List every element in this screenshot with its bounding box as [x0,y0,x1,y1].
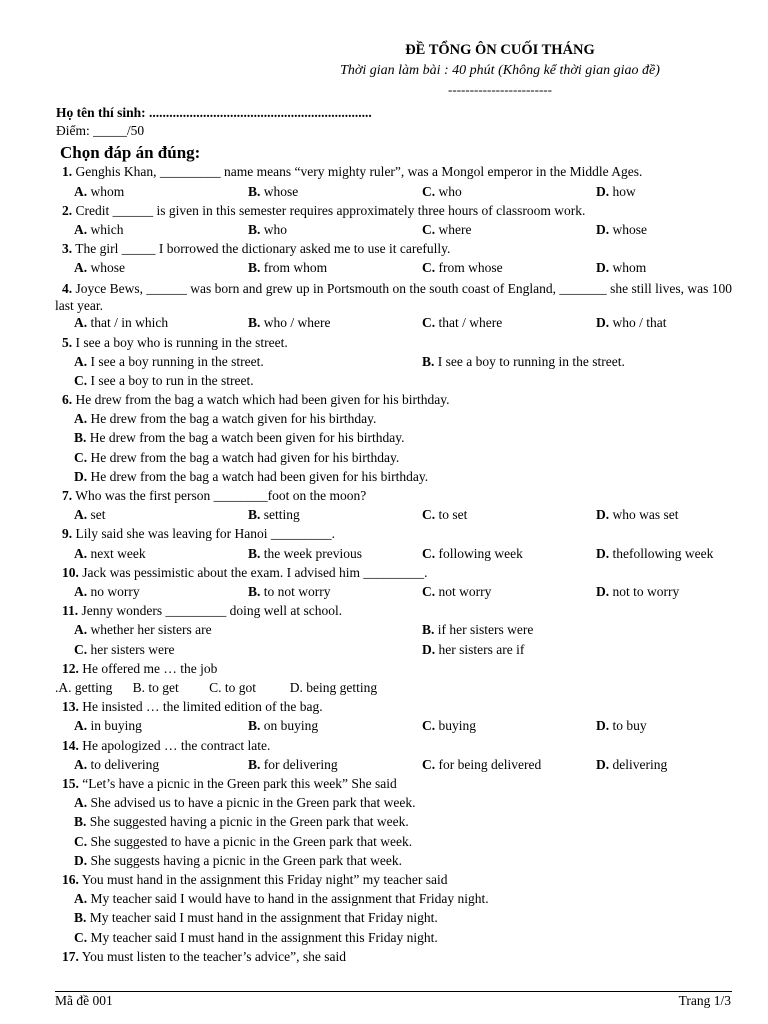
option-letter: D. [74,469,88,484]
option-b [74,910,438,926]
option-d [74,853,402,869]
question-16 [62,872,732,888]
header-divider: ------------------------ [448,82,552,97]
option-b [248,315,331,331]
option-letter: D. [596,584,610,599]
option-text: to buy [609,718,647,733]
option-a [74,718,142,734]
option-c [422,757,541,773]
option-d [596,315,667,331]
option-letter: A. [74,260,88,275]
question-number: 12. [62,661,79,676]
option-text: She suggested to have a picnic in the Green park that week. [87,834,413,849]
option-text: He drew from the bag a watch given for his birthday. [87,411,377,426]
option-text: My teacher said I must hand in the assignment this Friday night. [87,930,438,945]
option-a [74,260,125,276]
option-text: that / in which [87,315,169,330]
option-text: He drew from the bag a watch had given for his birthday. [87,450,400,465]
option-text: no worry [87,584,140,599]
option-letter: A. [74,354,88,369]
option-letter: C. [422,757,436,772]
option-c [74,642,174,658]
option-text: My teacher said I must hand in the assignment that Friday night. [86,910,438,925]
option-text: to set [435,507,468,522]
option-letter: B. [74,910,87,925]
option-d [422,642,524,658]
score-line: Điểm: _____/50 [56,123,145,138]
option-letter: D. [596,260,610,275]
option-text: not worry [435,584,492,599]
option-text: He drew from the bag a watch had been given for his birthday. [87,469,429,484]
option-letter: C. [74,373,88,388]
option-text: not to worry [609,584,680,599]
page-number: Trang 1/3 [678,993,731,1008]
option-letter: D. [596,546,610,561]
option-text: that / where [435,315,503,330]
option-c [422,584,491,600]
question-4 [55,280,732,314]
question-15 [62,776,732,792]
option-text: whose [87,260,125,275]
option-letter: A. [74,546,88,561]
option-text: delivering [609,757,668,772]
student-name-line: Họ tên thí sinh: .................................................................. [56,105,372,120]
option-a [74,584,140,600]
option-b [248,184,298,200]
option-letter: C. [74,834,88,849]
option-d [596,222,647,238]
option-text: her sisters are if [435,642,525,657]
option-letter: B. [248,546,261,561]
option-text: I see a boy running in the street. [87,354,264,369]
option-letter: C. [422,260,436,275]
option-c [422,184,462,200]
question-number: 5. [62,335,73,350]
question-text: He drew from the bag a watch which had been given for his birthday. [72,392,450,407]
question-14 [62,738,732,754]
question-text: “Let’s have a picnic in the Green park this week” She said [78,776,397,791]
option-text: how [609,184,636,199]
question-17 [62,949,732,965]
question-number: 15. [62,776,79,791]
question-number: 11. [62,603,79,618]
option-letter: D. [74,853,88,868]
question-3 [62,241,732,257]
option-b [248,757,338,773]
option-a [74,546,146,562]
option-letter: C. [422,718,436,733]
option-text: setting [260,507,300,522]
option-d [596,718,647,734]
option-text: I see a boy to run in the street. [87,373,254,388]
option-letter: D. [596,222,610,237]
option-letter: A. [74,718,88,733]
option-d [596,546,713,562]
question-text: Jenny wonders _________ doing well at school. [78,603,343,618]
option-letter: D. [596,184,610,199]
option-a [74,757,159,773]
option-b [248,222,287,238]
option-d [596,507,679,523]
footer-divider [55,991,732,992]
option-letter: D. [422,642,436,657]
question-number: 2. [62,203,73,218]
option-c [422,260,503,276]
option-letter: B. [248,315,261,330]
question-number: 16. [62,872,79,887]
question-number: 13. [62,699,79,714]
option-c [422,546,523,562]
option-c [422,222,471,238]
question-text: He offered me … the job [78,661,218,676]
option-letter: C. [422,584,436,599]
question-text: Who was the first person ________foot on the moon? [72,488,367,503]
question-1 [62,164,732,180]
option-text: whom [609,260,647,275]
question-7 [62,488,732,504]
question-number: 7. [62,488,73,503]
option-text: She suggests having a picnic in the Green park that week. [87,853,403,868]
option-text: He drew from the bag a watch been given for his birthday. [86,430,405,445]
exam-title: ĐỀ TỔNG ÔN CUỐI THÁNG [405,42,595,58]
question-10 [62,565,732,581]
option-text: whether her sisters are [87,622,212,637]
option-letter: B. [422,622,435,637]
option-letter: C. [422,184,436,199]
option-d [596,584,679,600]
option-text: if her sisters were [434,622,534,637]
question-11 [62,603,732,619]
question-5 [62,335,732,351]
question-text: Genghis Khan, _________ name means “very mighty ruler”, was a Mongol emperor in the Middle Ages. [72,164,643,179]
exam-code: Mã đề 001 [55,993,113,1008]
option-text: whose [260,184,299,199]
question-number: 10. [62,565,79,580]
option-letter: C. [74,930,88,945]
option-text: to delivering [87,757,160,772]
question-number: 17. [62,949,79,964]
option-b [74,814,409,830]
section-title: Chọn đáp án đúng: [60,143,201,162]
question-text: Lily said she was leaving for Hanoi _________. [72,526,335,541]
option-text: from whom [260,260,328,275]
option-c [74,930,438,946]
option-text: to not worry [260,584,331,599]
option-a [74,354,264,370]
question-2 [62,203,732,219]
option-d [596,260,646,276]
question-text: Joyce Bews, ______ was born and grew up in Portsmouth on the south coast of England, _______ she still lives, was 100 last year. [55,281,732,313]
option-letter: C. [422,507,436,522]
option-text: buying [435,718,477,733]
option-text: in buying [87,718,142,733]
option-letter: B. [248,718,261,733]
option-letter: B. [74,430,87,445]
inline-options: .A. getting B. to get C. to got D. being getting [55,680,378,695]
option-letter: D. [596,718,610,733]
option-letter: B. [248,222,261,237]
question-number: 6. [62,392,73,407]
option-letter: B. [422,354,435,369]
question-6 [62,392,732,408]
question-text: You must listen to the teacher’s advice”, she said [78,949,346,964]
option-text: which [87,222,124,237]
option-c [74,834,412,850]
option-d [596,757,667,773]
option-a [74,622,212,638]
option-text: following week [435,546,523,561]
option-letter: B. [248,507,261,522]
exam-subtitle: Thời gian làm bài : 40 phút (Không kể thời gian giao đề) [340,63,660,78]
option-letter: A. [74,507,88,522]
option-letter: A. [74,584,88,599]
option-text: on buying [260,718,319,733]
option-letter: B. [248,184,261,199]
option-letter: A. [74,622,88,637]
option-letter: C. [74,642,88,657]
option-b [74,430,405,446]
option-letter: B. [248,757,261,772]
option-text: thefollowing week [609,546,714,561]
question-text: Credit ______ is given in this semester requires approximately three hours of classroom work. [72,203,586,218]
question-number: 1. [62,164,73,179]
option-letter: A. [74,222,88,237]
option-letter: D. [596,757,610,772]
question-number: 4. [62,281,73,296]
option-text: next week [87,546,146,561]
option-letter: A. [74,184,88,199]
option-letter: B. [248,260,261,275]
option-c [74,373,254,389]
option-b [422,622,533,638]
option-text: the week previous [260,546,362,561]
option-c [422,315,502,331]
option-text: I see a boy to running in the street. [434,354,625,369]
option-letter: C. [74,450,88,465]
question-text: He apologized … the contract late. [78,738,271,753]
option-text: My teacher said I would have to hand in the assignment that Friday night. [87,891,489,906]
option-c [74,450,399,466]
option-letter: A. [74,315,88,330]
option-text: who / that [609,315,667,330]
option-a [74,891,489,907]
option-b [248,546,362,562]
option-d [74,469,428,485]
option-a [74,411,376,427]
option-text: She advised us to have a picnic in the Green park that week. [87,795,416,810]
option-a [74,184,124,200]
option-text: who / where [260,315,331,330]
option-letter: A. [74,757,88,772]
option-b [248,260,327,276]
option-letter: C. [422,546,436,561]
option-a [74,222,124,238]
option-b [422,354,625,370]
option-d [596,184,636,200]
option-a [74,795,416,811]
question-number: 3. [62,241,73,256]
option-letter: A. [74,891,88,906]
option-text: from whose [435,260,503,275]
option-text: whose [609,222,647,237]
option-text: for delivering [260,757,338,772]
option-text: who [260,222,288,237]
option-a [74,315,168,331]
option-letter: A. [74,411,88,426]
question-text: I see a boy who is running in the street. [72,335,288,350]
option-letter: D. [596,315,610,330]
option-text: her sisters were [87,642,175,657]
option-text: where [435,222,472,237]
question-9 [62,526,732,542]
option-letter: B. [74,814,87,829]
option-text: whom [87,184,125,199]
option-letter: C. [422,315,436,330]
option-a [74,507,106,523]
option-b [248,718,318,734]
question-text: You must hand in the assignment this Friday night” my teacher said [78,872,448,887]
option-text: for being delivered [435,757,542,772]
question-12 [62,661,732,677]
question-13 [62,699,732,715]
option-text: set [87,507,106,522]
option-text: who was set [609,507,679,522]
option-letter: B. [248,584,261,599]
question-text: The girl _____ I borrowed the dictionary asked me to use it carefully. [72,241,451,256]
option-b [248,507,300,523]
option-text: She suggested having a picnic in the Green park that week. [86,814,409,829]
option-b [248,584,331,600]
option-letter: C. [422,222,436,237]
option-letter: D. [596,507,610,522]
option-letter: A. [74,795,88,810]
question-number: 9. [62,526,73,541]
option-c [422,718,476,734]
question-number: 14. [62,738,79,753]
question-text: He insisted … the limited edition of the bag. [78,699,323,714]
option-text: who [435,184,462,199]
option-c [422,507,467,523]
question-text: Jack was pessimistic about the exam. I advised him _________. [78,565,428,580]
